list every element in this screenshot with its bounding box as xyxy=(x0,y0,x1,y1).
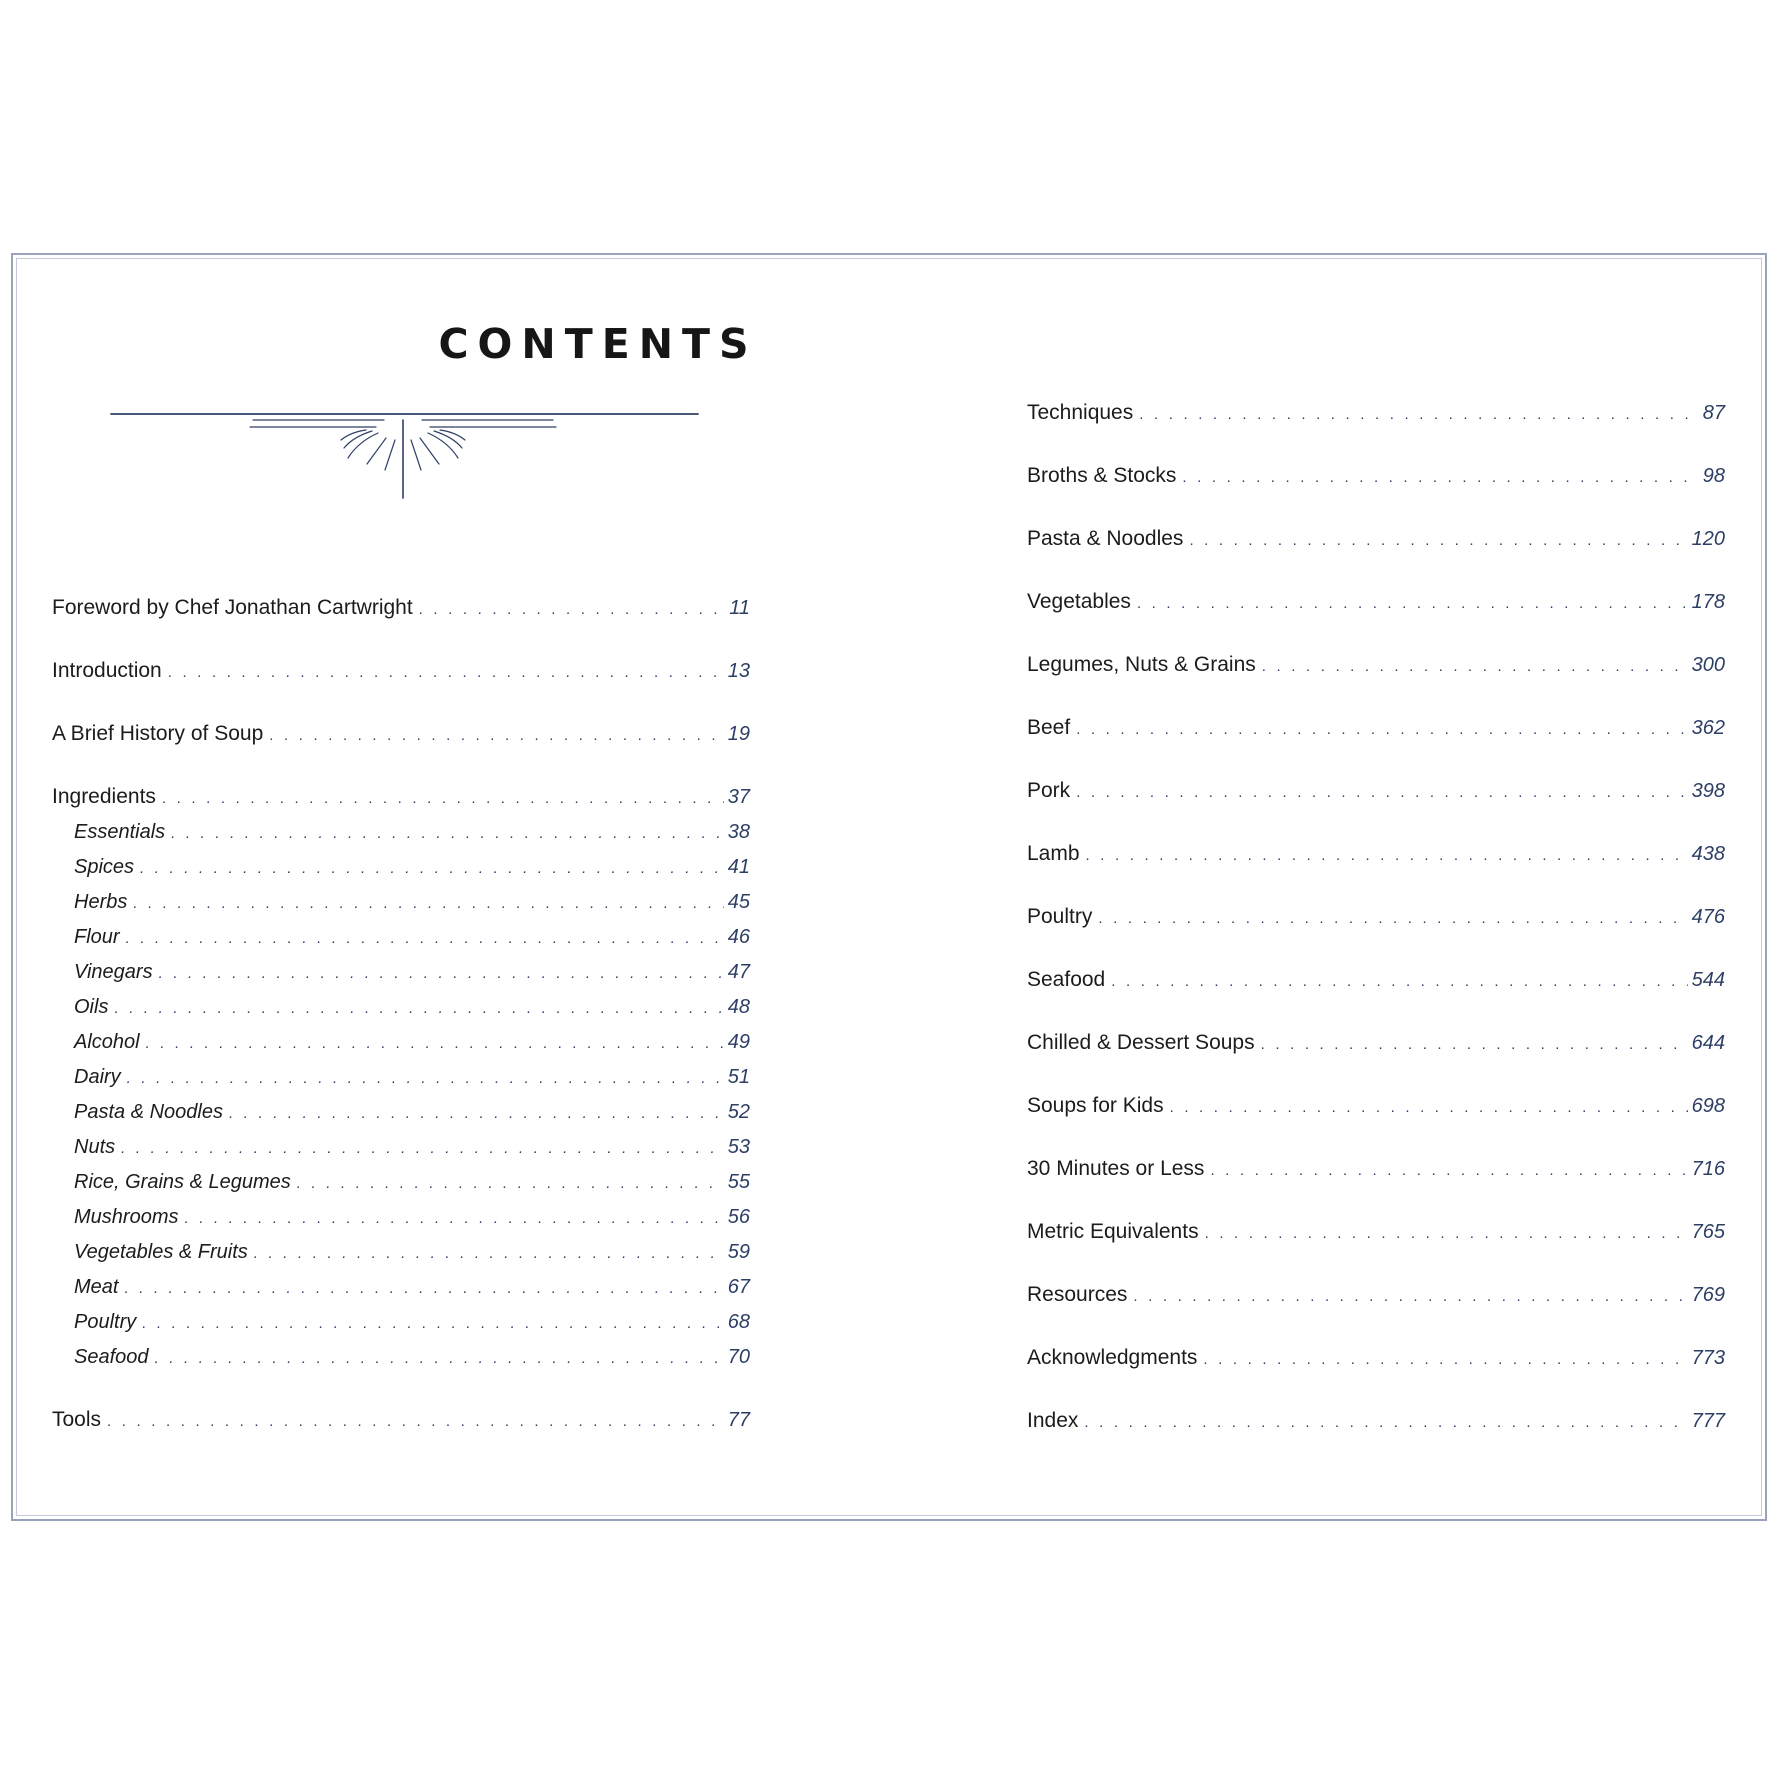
toc-entry-tools xyxy=(52,1406,750,1436)
toc-entry-label: Flour xyxy=(74,926,120,948)
dot-leader xyxy=(229,1100,724,1128)
dot-leader xyxy=(1084,1409,1687,1437)
toc-entry-label: Introduction xyxy=(52,659,162,682)
dot-leader xyxy=(142,1310,724,1338)
toc-page-number: 98 xyxy=(1702,465,1725,487)
toc-entry-label: Mushrooms xyxy=(74,1206,179,1228)
toc-page-number: 49 xyxy=(727,1031,750,1053)
toc-page-number: 41 xyxy=(727,856,750,878)
dot-leader xyxy=(159,960,724,988)
toc-entry-label: Pasta & Noodles xyxy=(1027,527,1184,550)
toc-entry-legumes-nuts-and-grains xyxy=(1027,651,1725,681)
toc-entry-seafood xyxy=(1027,966,1725,996)
dot-leader xyxy=(133,890,723,918)
dot-leader xyxy=(1210,1157,1687,1185)
toc-entry-poultry xyxy=(1027,903,1725,933)
toc-entry-label: Pasta & Noodles xyxy=(74,1101,223,1123)
toc-page-number: 45 xyxy=(727,891,750,913)
toc-entry-label: Lamb xyxy=(1027,842,1080,865)
toc-entry-label: Techniques xyxy=(1027,401,1134,424)
toc-page-number: 53 xyxy=(727,1136,750,1158)
toc-entry-metric-equivalents xyxy=(1027,1218,1725,1248)
toc-page-number: 70 xyxy=(727,1346,750,1368)
dot-leader xyxy=(1170,1094,1688,1122)
toc-page-number: 77 xyxy=(727,1409,750,1431)
toc-entry-oils xyxy=(74,993,750,1023)
toc-entry-meat xyxy=(74,1273,750,1303)
dot-leader xyxy=(1137,590,1688,618)
toc-entry-label: Legumes, Nuts & Grains xyxy=(1027,653,1256,676)
toc-entry-label: Vegetables xyxy=(1027,590,1131,613)
toc-page-number: 68 xyxy=(727,1311,750,1333)
toc-entry-pasta-and-noodles xyxy=(1027,525,1725,555)
toc-entry-lamb xyxy=(1027,840,1725,870)
toc-page-number: 52 xyxy=(727,1101,750,1123)
dot-leader xyxy=(121,1135,724,1163)
dot-leader xyxy=(146,1030,724,1058)
dot-leader xyxy=(127,1065,724,1093)
toc-entry-introduction xyxy=(52,657,750,687)
toc-entry-essentials xyxy=(74,818,750,848)
dot-leader xyxy=(107,1408,724,1436)
dot-leader xyxy=(124,1275,723,1303)
toc-entry-flour xyxy=(74,923,750,953)
toc-entry-label: Acknowledgments xyxy=(1027,1346,1198,1369)
toc-page-number: 13 xyxy=(727,660,750,682)
dot-leader xyxy=(1205,1220,1688,1248)
toc-entry-label: Resources xyxy=(1027,1283,1128,1306)
toc-page-number: 698 xyxy=(1691,1095,1725,1117)
dot-leader xyxy=(1111,968,1687,996)
toc-page-number: 178 xyxy=(1691,591,1725,613)
toc-page-number: 48 xyxy=(727,996,750,1018)
toc-entry-label: Herbs xyxy=(74,891,128,913)
toc-page-number: 438 xyxy=(1691,843,1725,865)
toc-page-number: 87 xyxy=(1702,402,1725,424)
dot-leader xyxy=(1203,1346,1687,1374)
toc-entry-dairy xyxy=(74,1063,750,1093)
toc-entry-label: Soups for Kids xyxy=(1027,1094,1164,1117)
toc-page-number: 11 xyxy=(729,597,750,619)
toc-entry-label: Poultry xyxy=(74,1311,137,1333)
dot-leader xyxy=(155,1345,724,1373)
toc-page-number: 769 xyxy=(1691,1284,1725,1306)
toc-entry-label: 30 Minutes or Less xyxy=(1027,1157,1205,1180)
toc-page-number: 765 xyxy=(1691,1221,1725,1243)
toc-entry-label: Pork xyxy=(1027,779,1071,802)
toc-entry-label: Rice, Grains & Legumes xyxy=(74,1171,291,1193)
dot-leader xyxy=(254,1240,724,1268)
toc-page-number: 362 xyxy=(1691,717,1725,739)
toc-entry-label: Vegetables & Fruits xyxy=(74,1241,248,1263)
toc-page-number: 476 xyxy=(1691,906,1725,928)
dot-leader xyxy=(171,820,724,848)
toc-entry-pork xyxy=(1027,777,1725,807)
toc-entry-soups-for-kids xyxy=(1027,1092,1725,1122)
toc-page-number: 51 xyxy=(727,1066,750,1088)
title-ornament xyxy=(108,400,703,500)
toc-entry-rice-grains-and-legumes xyxy=(74,1168,750,1198)
dot-leader xyxy=(297,1170,724,1198)
toc-page-number: 777 xyxy=(1691,1410,1725,1432)
toc-entry-mushrooms xyxy=(74,1203,750,1233)
dot-leader xyxy=(1189,527,1687,555)
toc-entry-label: Dairy xyxy=(74,1066,121,1088)
toc-entry-nuts xyxy=(74,1133,750,1163)
dot-leader xyxy=(1139,401,1699,429)
toc-entry-seafood xyxy=(74,1343,750,1373)
toc-entry-label: Beef xyxy=(1027,716,1071,739)
toc-entry-poultry xyxy=(74,1308,750,1338)
toc-entry-30-minutes-or-less xyxy=(1027,1155,1725,1185)
toc-page-number: 773 xyxy=(1691,1347,1725,1369)
dot-leader xyxy=(1133,1283,1687,1311)
toc-entry-vegetables xyxy=(1027,588,1725,618)
toc-page-number: 544 xyxy=(1691,969,1725,991)
toc-entry-herbs xyxy=(74,888,750,918)
dot-leader xyxy=(1262,653,1688,681)
dot-leader xyxy=(1086,842,1688,870)
toc-entry-label: Meat xyxy=(74,1276,119,1298)
toc-page-number: 67 xyxy=(727,1276,750,1298)
toc-entry-index xyxy=(1027,1407,1725,1437)
toc-entry-vegetables-and-fruits xyxy=(74,1238,750,1268)
toc-entry-acknowledgments xyxy=(1027,1344,1725,1374)
toc-page-number: 59 xyxy=(727,1241,750,1263)
toc-page-number: 56 xyxy=(727,1206,750,1228)
toc-page-number: 120 xyxy=(1691,528,1725,550)
toc-entry-label: Nuts xyxy=(74,1136,116,1158)
toc-entry-label: Oils xyxy=(74,996,109,1018)
dot-leader xyxy=(1076,716,1687,744)
toc-page-number: 46 xyxy=(727,926,750,948)
toc-entry-label: Essentials xyxy=(74,821,166,843)
toc-page-number: 19 xyxy=(727,723,750,745)
toc-entry-label: Alcohol xyxy=(74,1031,140,1053)
toc-entry-label: Chilled & Dessert Soups xyxy=(1027,1031,1255,1054)
dot-leader xyxy=(184,1205,723,1233)
toc-entry-label: Spices xyxy=(74,856,135,878)
toc-entry-label: Vinegars xyxy=(74,961,153,983)
toc-entry-pasta-and-noodles xyxy=(74,1098,750,1128)
dot-leader xyxy=(1261,1031,1688,1059)
toc-entry-label: Metric Equivalents xyxy=(1027,1220,1199,1243)
toc-entry-spices xyxy=(74,853,750,883)
toc-entry-label: Foreword by Chef Jonathan Cartwright xyxy=(52,596,413,619)
toc-entry-ingredients xyxy=(52,783,750,813)
dot-leader xyxy=(1098,905,1687,933)
toc-entry-label: Broths & Stocks xyxy=(1027,464,1177,487)
toc-page-number: 644 xyxy=(1691,1032,1725,1054)
toc-page-number: 55 xyxy=(727,1171,750,1193)
toc-entry-broths-and-stocks xyxy=(1027,462,1725,492)
toc-entry-vinegars xyxy=(74,958,750,988)
dot-leader xyxy=(140,855,724,883)
toc-entry-label: Seafood xyxy=(1027,968,1106,991)
dot-leader xyxy=(269,722,723,750)
toc-entry-label: Ingredients xyxy=(52,785,156,808)
dot-leader xyxy=(126,925,724,953)
dot-leader xyxy=(168,659,724,687)
toc-entry-label: Seafood xyxy=(74,1346,149,1368)
toc-entry-chilled-and-dessert-soups xyxy=(1027,1029,1725,1059)
toc-entry-alcohol xyxy=(74,1028,750,1058)
toc-page-number: 37 xyxy=(727,786,750,808)
toc-entry-label: A Brief History of Soup xyxy=(52,722,264,745)
toc-entry-label: Tools xyxy=(52,1408,102,1431)
toc-page-number: 398 xyxy=(1691,780,1725,802)
toc-entry-label: Poultry xyxy=(1027,905,1093,928)
toc-entry-label: Index xyxy=(1027,1409,1079,1432)
toc-entry-resources xyxy=(1027,1281,1725,1311)
dot-leader xyxy=(1182,464,1698,492)
dot-leader xyxy=(114,995,723,1023)
toc-page-number: 38 xyxy=(727,821,750,843)
toc-page-number: 300 xyxy=(1691,654,1725,676)
page-title: CONTENTS xyxy=(438,320,758,368)
toc-page-number: 716 xyxy=(1691,1158,1725,1180)
dot-leader xyxy=(1076,779,1687,807)
toc-page-number: 47 xyxy=(727,961,750,983)
toc-entry-a-brief-history-of-soup xyxy=(52,720,750,750)
toc-entry-techniques xyxy=(1027,399,1725,429)
dot-leader xyxy=(419,596,726,624)
dot-leader xyxy=(162,785,724,813)
toc-entry-beef xyxy=(1027,714,1725,744)
toc-entry-foreword-by-chef-jonathan-cartwright xyxy=(52,594,750,624)
